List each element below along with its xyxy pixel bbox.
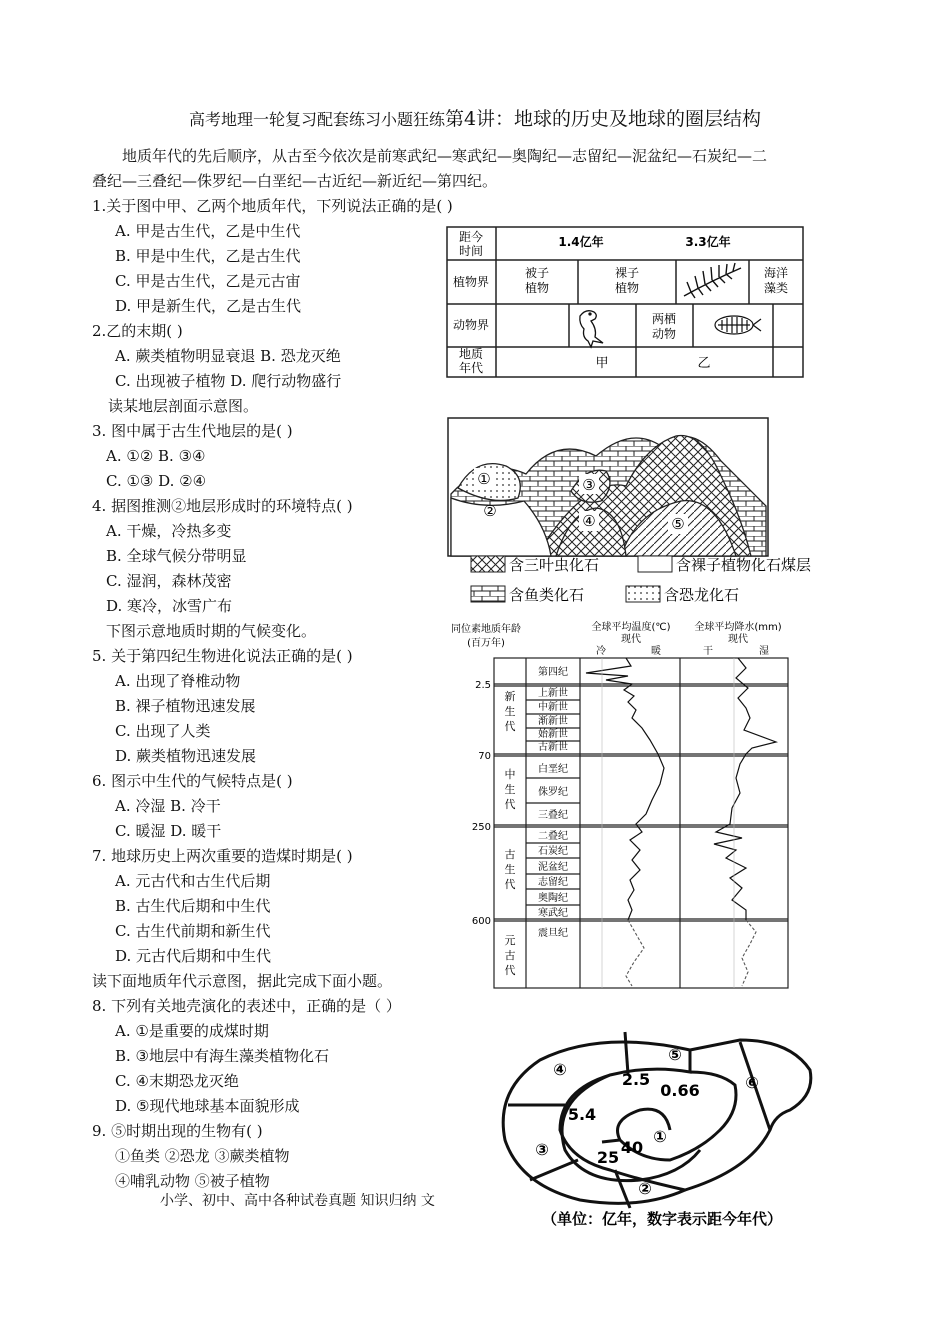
age-5-4: 5.4 (567, 1105, 597, 1124)
question-line: A. 元古代和古生代后期 (115, 872, 271, 890)
legend-dinosaur: 含恐龙化石 (664, 586, 740, 604)
segment-1-label: ① (653, 1127, 667, 1146)
question-line: C. ④末期恐龙灭绝 (115, 1072, 239, 1090)
svg-text:古新世: 古新世 (538, 742, 568, 753)
layer-3-label: ③ (582, 476, 596, 494)
row-head-plant: 植物界 (452, 275, 490, 289)
question-line: 1.关于图中甲、乙两个地质年代，下列说法正确的是( ) (92, 197, 453, 215)
svg-text:元: 元 (504, 934, 516, 947)
question-line: C. 古生代前期和新生代 (115, 922, 271, 940)
question-line: A. ①② B. ③④ (106, 447, 206, 465)
svg-text:250: 250 (471, 822, 491, 833)
age-25: 25 (596, 1148, 620, 1167)
precipitation-curve-inferred (742, 920, 756, 986)
svg-text:生: 生 (504, 863, 516, 876)
legend-trilobite: 含三叶虫化石 (509, 556, 600, 574)
row-head-animal: 动物界 (452, 318, 490, 332)
question-line: A. 干燥，冷热多变 (106, 522, 232, 540)
question-line: C. 湿润，森林茂密 (106, 572, 232, 590)
figure-strata-section (446, 416, 826, 615)
question-line: 8. 下列有关地壳演化的表述中，正确的是（ ） (92, 997, 401, 1015)
svg-text:两栖: 两栖 (651, 312, 677, 326)
question-line: C. 出现被子植物 D. 爬行动物盛行 (115, 372, 342, 390)
intro-line-2: 叠纪—三叠纪—侏罗纪—白垩纪—古近纪—新近纪—第四纪。 (92, 172, 498, 190)
svg-text:代: 代 (504, 720, 516, 733)
question-line: D. 元古代后期和中生代 (115, 947, 272, 965)
layer-4-label: ④ (582, 512, 596, 530)
question-line: B. 裸子植物迅速发展 (115, 697, 256, 715)
question-line: B. 甲是中生代，乙是古生代 (115, 247, 301, 265)
question-line: ④哺乳动物 ⑤被子植物 (115, 1172, 270, 1190)
svg-text:泥盆纪: 泥盆纪 (538, 862, 568, 873)
row-head-time-1: 距今 (458, 230, 484, 244)
question-line: 9. ⑤时期出现的生物有( ) (92, 1122, 263, 1140)
question-line: D. 蕨类植物迅速发展 (115, 747, 257, 765)
question-line: D. 寒冷，冰雪广布 (106, 597, 233, 615)
layer-1-label: ① (477, 470, 491, 488)
question-line: A. ①是重要的成煤时期 (115, 1022, 269, 1040)
svg-text:70: 70 (478, 751, 491, 762)
question-line: 2.乙的末期( ) (92, 322, 183, 340)
svg-text:寒武纪: 寒武纪 (538, 908, 568, 919)
svg-text:第四纪: 第四纪 (538, 667, 568, 678)
question-line: A. 甲是古生代，乙是中生代 (115, 222, 301, 240)
svg-text:奥陶纪: 奥陶纪 (538, 893, 568, 904)
age-40: 40 (620, 1138, 644, 1157)
svg-text:600: 600 (471, 916, 491, 927)
segment-4-label: ④ (553, 1060, 567, 1079)
svg-text:全球平均降水(mm): 全球平均降水(mm) (694, 622, 782, 633)
svg-text:震旦纪: 震旦纪 (538, 928, 568, 939)
question-line: D. 甲是新生代，乙是古生代 (115, 297, 302, 315)
svg-text:上新世: 上新世 (538, 688, 568, 699)
question-line: D. ⑤现代地球基本面貌形成 (115, 1097, 300, 1115)
layer-5-label: ⑤ (671, 515, 685, 533)
age-0-66: 0.66 (660, 1081, 700, 1100)
svg-text:年代: 年代 (458, 361, 484, 375)
svg-text:干: 干 (703, 646, 713, 657)
layer-2-label: ② (483, 502, 497, 520)
question-line: B. 古生代后期和中生代 (115, 897, 271, 915)
legend-gymnosperm: 含裸子植物化石煤层 (676, 556, 812, 574)
svg-text:中新世: 中新世 (538, 702, 568, 713)
question-line: 读下面地质年代示意图，据此完成下面小题。 (92, 972, 393, 990)
svg-text:植物: 植物 (614, 281, 640, 295)
svg-text:藻类: 藻类 (763, 281, 789, 295)
svg-text:新: 新 (504, 690, 516, 703)
dinosaur-icon (580, 311, 603, 347)
svg-text:古: 古 (504, 949, 516, 962)
legend-fish: 含鱼类化石 (509, 586, 585, 604)
svg-text:渐新世: 渐新世 (538, 716, 568, 727)
svg-text:现代: 现代 (728, 634, 748, 645)
history-table (446, 226, 806, 380)
svg-text:侏罗纪: 侏罗纪 (538, 787, 568, 798)
svg-text:代: 代 (504, 964, 516, 977)
era-label-jia: 甲 (595, 356, 609, 371)
intro-line-1: 地质年代的先后顺序，从古至今依次是前寒武纪—寒武纪—奥陶纪—志留纪—泥盆纪—石炭纪—二 (122, 147, 768, 165)
temperature-curve-inferred (626, 920, 644, 986)
age-2-5: 2.5 (621, 1070, 651, 1089)
figure-geologic-spiral (490, 1010, 835, 1239)
question-line: C. 暖湿 D. 暖干 (115, 822, 222, 840)
segment-2-label: ② (638, 1179, 652, 1198)
question-line: A. 冷湿 B. 冷干 (115, 797, 221, 815)
question-line: 读某地层剖面示意图。 (108, 397, 259, 415)
era-label-yi: 乙 (697, 356, 711, 371)
fern-icon (684, 263, 741, 298)
question-line: B. ③地层中有海生藻类植物化石 (115, 1047, 330, 1065)
svg-text:地质: 地质 (458, 347, 484, 361)
question-line: C. 出现了人类 (115, 722, 211, 740)
svg-text:裸子: 裸子 (614, 266, 640, 280)
temperature-curve (586, 658, 664, 920)
precipitation-curve (714, 658, 776, 920)
svg-text:冷: 冷 (596, 646, 606, 657)
svg-text:2.5: 2.5 (475, 680, 491, 691)
svg-text:湿: 湿 (759, 646, 769, 657)
question-line: C. ①③ D. ②④ (106, 472, 207, 490)
question-line: 7. 地球历史上两次重要的造煤时期是( ) (92, 847, 353, 865)
svg-text:二叠纪: 二叠纪 (538, 831, 568, 842)
row-head-time-2: 时间 (458, 244, 484, 258)
svg-text:暖: 暖 (651, 646, 661, 657)
question-line: 5. 关于第四纪生物进化说法正确的是( ) (92, 647, 353, 665)
svg-text:生: 生 (504, 783, 516, 796)
svg-text:志留纪: 志留纪 (538, 877, 568, 888)
svg-text:三叠纪: 三叠纪 (538, 810, 568, 821)
question-line: A. 出现了脊椎动物 (115, 672, 241, 690)
segment-3-label: ③ (535, 1140, 549, 1159)
svg-text:始新世: 始新世 (538, 729, 568, 740)
svg-text:代: 代 (504, 878, 516, 891)
trilobite-icon (715, 316, 761, 334)
question-line: 3. 图中属于古生代地层的是( ) (92, 422, 293, 440)
question-line: 6. 图示中生代的气候特点是( ) (92, 772, 293, 790)
figure-climate-change (446, 618, 806, 994)
age-header: 同位素地质年龄 (451, 624, 521, 635)
time-label-1: 1.4亿年 (558, 235, 604, 249)
svg-text:动物: 动物 (651, 327, 677, 341)
svg-text:海洋: 海洋 (763, 266, 789, 280)
svg-text:代: 代 (504, 798, 516, 811)
svg-text:古: 古 (504, 848, 516, 861)
page-title: 高考地理一轮复习配套练习小题狂练第4讲：地球的历史及地球的圈层结构 (188, 108, 762, 130)
spiral-caption: （单位：亿年，数字表示距今年代） (541, 1210, 783, 1228)
svg-text:中: 中 (504, 768, 516, 781)
svg-text:植物: 植物 (524, 281, 550, 295)
segment-5-label: ⑤ (668, 1045, 682, 1064)
svg-text:白垩纪: 白垩纪 (538, 764, 568, 775)
svg-text:被子: 被子 (524, 266, 550, 280)
svg-text:现代: 现代 (621, 634, 641, 645)
question-line: B. 全球气候分带明显 (106, 547, 247, 565)
question-line: 4. 据图推测②地层形成时的环境特点( ) (92, 497, 353, 515)
svg-text:生: 生 (504, 705, 516, 718)
svg-text:石炭纪: 石炭纪 (538, 846, 568, 857)
page-footer: 小学、初中、高中各种试卷真题 知识归纳 文 (160, 1193, 435, 1209)
question-line: 下图示意地质时期的气候变化。 (106, 622, 317, 640)
question-line: ①鱼类 ②恐龙 ③蕨类植物 (115, 1147, 290, 1165)
time-label-2: 3.3亿年 (685, 235, 731, 249)
segment-6-label: ⑥ (745, 1073, 759, 1092)
svg-text:(百万年): (百万年) (467, 638, 505, 649)
figure-earth-history-table (446, 226, 806, 384)
svg-text:全球平均温度(℃): 全球平均温度(℃) (591, 622, 671, 633)
question-line: C. 甲是古生代，乙是元古宙 (115, 272, 301, 290)
question-line: A. 蕨类植物明显衰退 B. 恐龙灭绝 (115, 347, 341, 365)
